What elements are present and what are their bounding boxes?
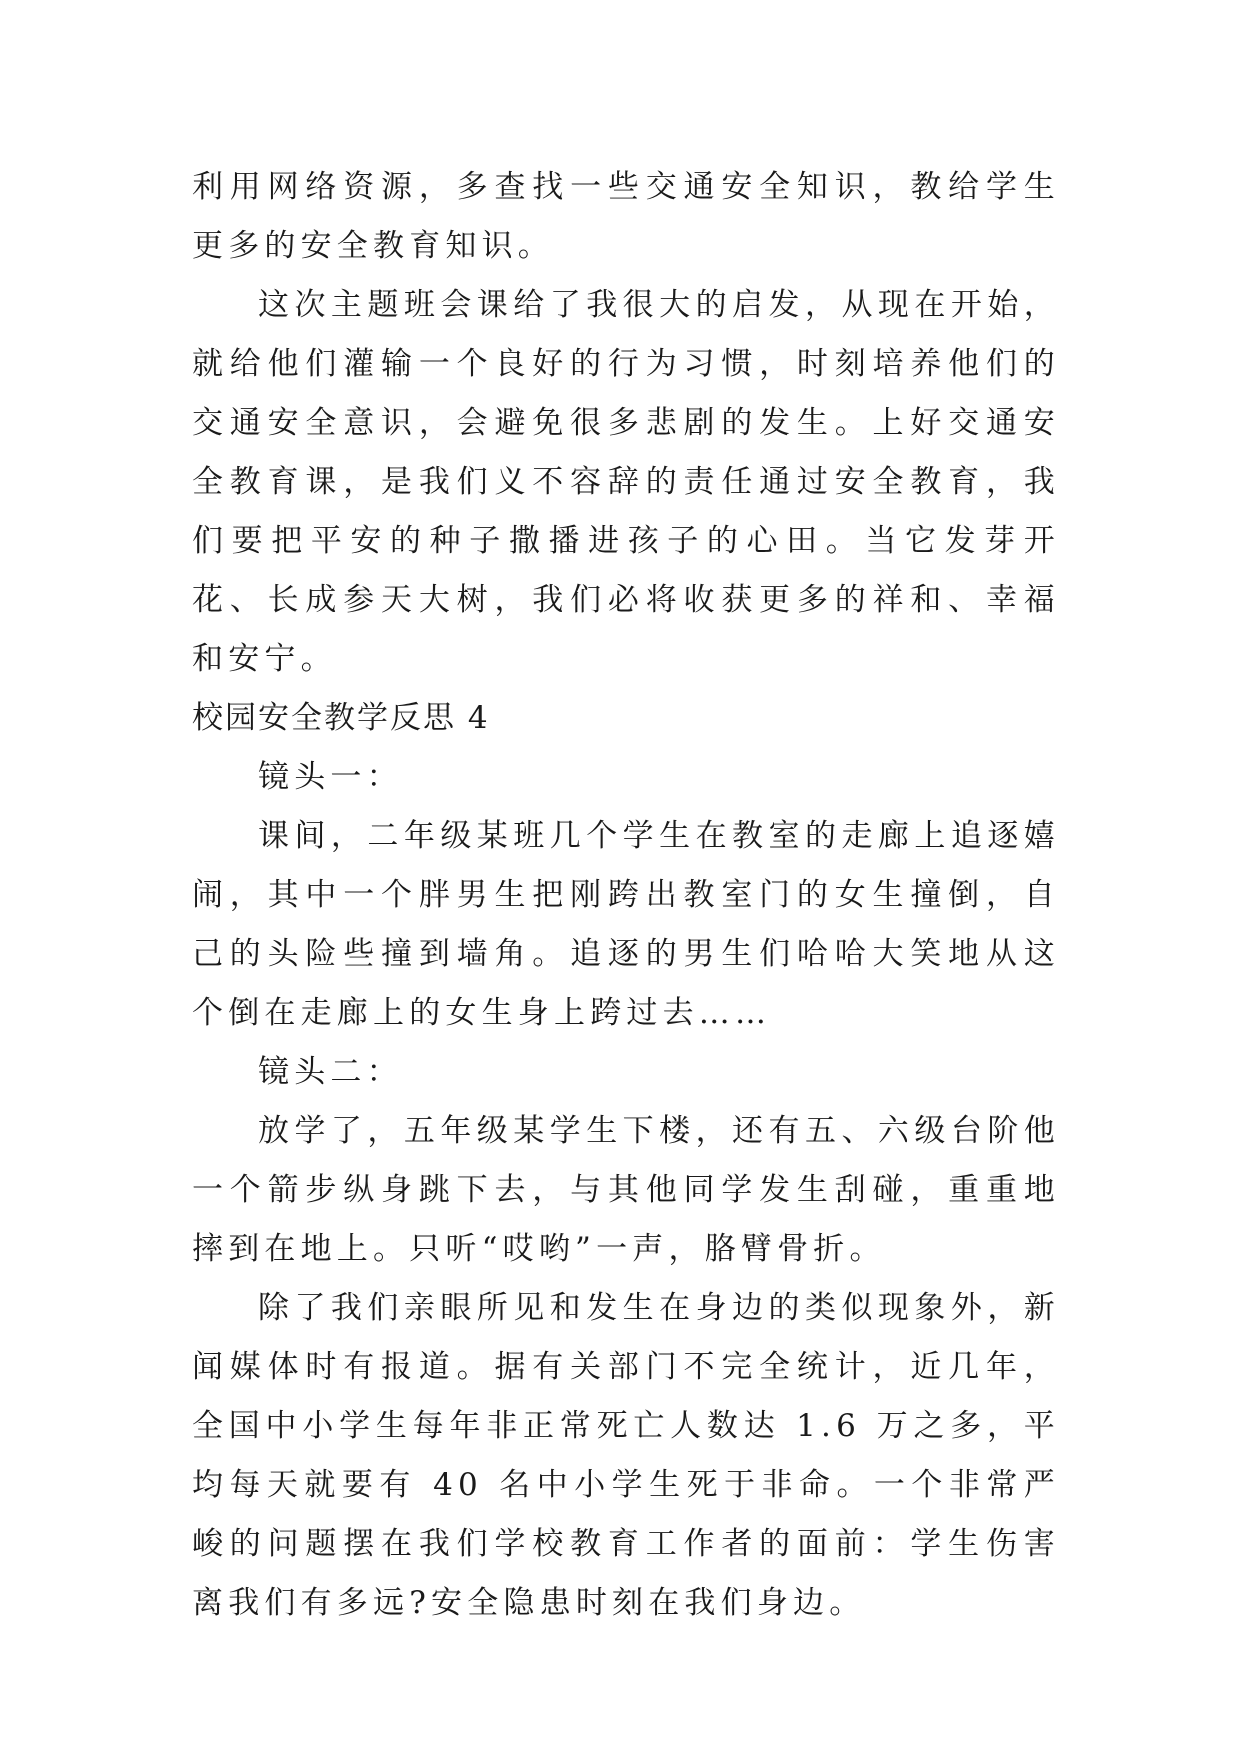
scene-two-label: 镜头二：: [258, 1054, 403, 1090]
paragraph-continuation: 利用网络资源，多查找一些交通安全知识，教给学生更多的安全教育知识。: [192, 169, 1060, 264]
scene-one-label: 镜头一：: [258, 759, 403, 795]
document-body: [192, 158, 1060, 1633]
paragraph-statistics: 除了我们亲眼所见和发生在身边的类似现象外，新闻媒体时有报道。据有关部门不完全统计，近几年，全国中小学生每年非正常死亡人数达 1.6 万之多，平均每天就要有 40 名中小学生死于非命。一个非常严峻的问题摆在我们学校教育工作者的面前：学生伤害离我们有多远?安全隐患时刻在我们身边。: [192, 1290, 1060, 1621]
paragraph-scene-two: 放学了，五年级某学生下楼，还有五、六级台阶他一个箭步纵身跳下去，与其他同学发生刮碰，重重地摔到在地上。只听“哎哟”一声，胳臂骨折。: [192, 1113, 1060, 1267]
paragraph-scene-one: 课间，二年级某班几个学生在教室的走廊上追逐嬉闹，其中一个胖男生把刚跨出教室门的女生撞倒，自己的头险些撞到墙角。追逐的男生们哈哈大笑地从这个倒在走廊上的女生身上跨过去……: [192, 818, 1060, 1031]
section-heading: 校园安全教学反思 4: [192, 700, 490, 736]
paragraph-reflection: 这次主题班会课给了我很大的启发，从现在开始，就给他们灌输一个良好的行为习惯，时刻培养他们的交通安全意识，会避免很多悲剧的发生。上好交通安全教育课，是我们义不容辞的责任通过安全教育，我们要把平安的种子撒播进孩子的心田。当它发芽开花、长成参天大树，我们必将收获更多的祥和、幸福和安宁。: [192, 287, 1060, 677]
